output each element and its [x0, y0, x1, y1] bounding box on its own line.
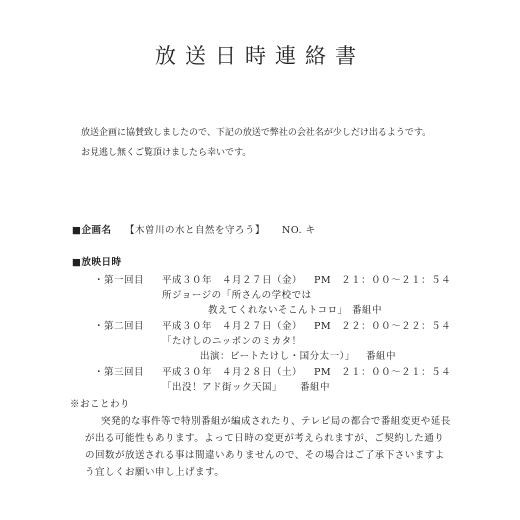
intro-line-1: 放送企画に協賛致しましたので、下記の放送で弊社の会社名が少しだけ出るようです。	[81, 128, 432, 138]
project-number: NO. キ	[282, 225, 316, 236]
note-label: ※おことわり	[70, 399, 131, 410]
project-label: ■企画名	[72, 225, 112, 236]
entry-1-suffix: 番組中	[352, 305, 383, 316]
entry-3-program-1: 「出没！アド街ック天国」	[162, 382, 283, 393]
entry-1-program-2: 教えてくれないそこんトコロ」	[208, 305, 348, 316]
entry-2-date: 平成３０年 ４月２７日（金）	[162, 321, 303, 332]
note-line-4: う宜しくお願い申し上げます。	[85, 467, 225, 478]
note-line-3: の回数が放送される事は間違いありませんので、その場合はご了承下さいますよ	[85, 450, 445, 461]
entry-2-program-2: 出演：ビートたけし・国分太一）」	[200, 351, 355, 362]
entry-3-suffix: 番組中	[300, 382, 331, 393]
document-title: 放送日時連絡書	[155, 44, 365, 68]
entry-3-label: ・第三回目	[94, 367, 145, 378]
entry-2-suffix: 番組中	[366, 351, 397, 362]
entry-1-time: PM ２１：００～２１：５４	[314, 275, 452, 286]
project-name: 【木曽川の水と自然を守ろう】	[125, 225, 266, 236]
entry-1-label: ・第一回目	[94, 275, 145, 286]
entry-3-time: PM ２１：００～２１：５４	[314, 367, 452, 378]
entry-1-date: 平成３０年 ４月２７日（金）	[162, 275, 303, 286]
broadcast-label: ■放映日時	[72, 257, 122, 268]
entry-3-date: 平成３０年 ４月２８日（土）	[162, 367, 303, 378]
entry-2-time: PM ２２：００～２２：５４	[314, 321, 452, 332]
entry-2-label: ・第二回目	[94, 321, 145, 332]
note-line-2: が出る可能性もあります。よって日時の変更が考えられますが、ご契約した通り	[85, 433, 445, 444]
entry-1-program-1: 所ジョージの「所さんの学校では	[162, 290, 312, 301]
entry-2-program-1: 「たけしのニッポンのミカタ！	[162, 336, 302, 347]
note-line-1: 突発的な事件等で特別番組が編成されたり、テレビ局の都合で番組変更や延長	[101, 416, 451, 427]
intro-line-2: お見逃し無くご覧頂けましたら幸いです。	[81, 148, 252, 158]
